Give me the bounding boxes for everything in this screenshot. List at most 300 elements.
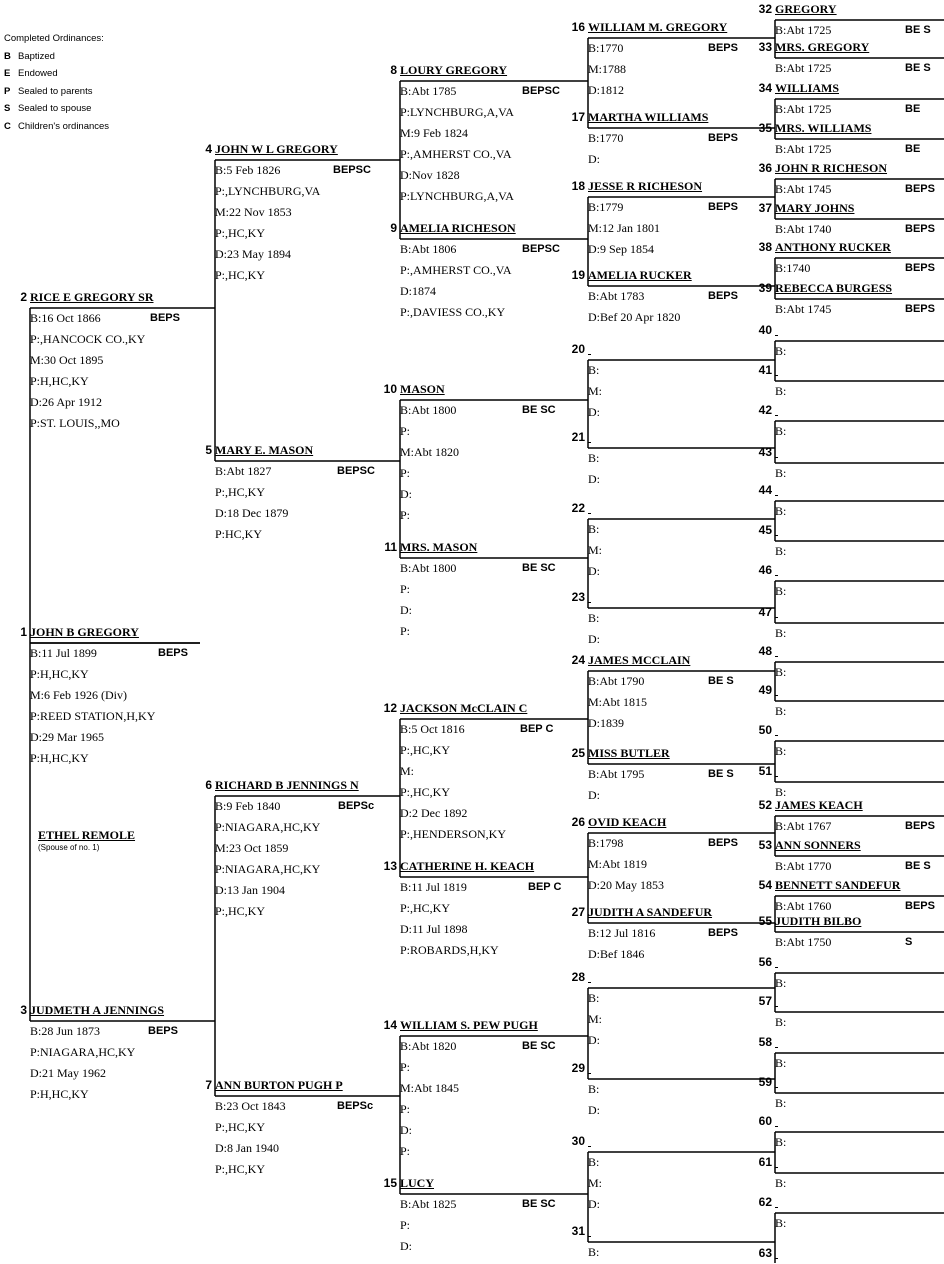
ancestor-fact: P:NIAGARA,HC,KY [215, 820, 321, 834]
ordinance-codes: BEPS [905, 820, 935, 832]
ancestor-number: 50 [758, 723, 772, 737]
ordinance-codes: BEPSc [338, 800, 375, 812]
legend-item: E Endowed [4, 68, 58, 79]
ancestor-name [775, 720, 944, 741]
ancestor-name: AMELIA RICHESON [400, 221, 516, 235]
ancestor-fact: D:26 Apr 1912 [30, 395, 102, 409]
ancestor-fact: B:Abt 1783 [588, 289, 645, 303]
ancestor-name [775, 1192, 944, 1213]
ancestor-fact: D: [588, 472, 600, 486]
ordinance-codes: BE S [905, 24, 931, 36]
ancestor-name: WILLIAMS [775, 81, 840, 95]
ancestor-name [588, 1058, 773, 1079]
ordinance-codes: BE S [905, 62, 931, 74]
ancestor-fact: B:Abt 1820 [400, 1039, 457, 1053]
ordinance-codes: BE S [708, 675, 734, 687]
ancestor-number: 14 [383, 1018, 397, 1032]
ancestor-42 [758, 400, 944, 442]
ancestor-fact: B:11 Jul 1899 [30, 646, 97, 660]
ordinance-codes: BEPS [905, 183, 935, 195]
ancestor-fact: B:Abt 1725 [775, 23, 832, 37]
ancestor-name: JOHN W L GREGORY [215, 142, 338, 156]
ancestor-name [775, 320, 944, 341]
ancestor-fact: B:12 Jul 1816 [588, 926, 656, 940]
ancestor-41 [758, 360, 944, 402]
ancestor-56 [758, 952, 944, 994]
ancestor-fact: D:Bef 1846 [588, 947, 645, 961]
ordinance-codes: BEPSC [522, 85, 560, 97]
spouse-note: (Spouse of no. 1) [38, 843, 100, 852]
ancestor-20 [571, 339, 773, 423]
ancestor-number: 36 [758, 161, 772, 175]
ancestor-fact: D:1839 [588, 716, 624, 730]
ancestor-name: ANN BURTON PUGH P [215, 1078, 343, 1092]
ancestor-27 [571, 902, 773, 965]
ancestor-3 [20, 1000, 215, 1105]
ancestor-number: 47 [758, 605, 772, 619]
ancestor-name [588, 1131, 773, 1152]
ancestor-fact: B: [775, 466, 787, 480]
ancestor-fact: B:16 Oct 1866 [30, 311, 101, 325]
ancestor-number: 8 [390, 63, 397, 77]
ancestor-37 [758, 198, 944, 240]
ordinance-codes: BEPSC [333, 164, 371, 176]
ancestor-fact: B:1798 [588, 836, 624, 850]
ancestor-fact: D:1874 [400, 284, 436, 298]
ancestor-name: JAMES KEACH [775, 798, 863, 812]
ancestor-fact: B: [588, 451, 600, 465]
ancestor-17 [571, 107, 773, 170]
ordinance-codes: BEPS [708, 132, 738, 144]
ancestor-number: 46 [758, 563, 772, 577]
ancestor-fact: B:1779 [588, 200, 624, 214]
ancestor-fact: P: [400, 624, 411, 638]
ancestor-fact: B: [775, 1216, 787, 1230]
ancestor-name: LUCY [400, 1176, 435, 1190]
ancestor-fact: M: [588, 1176, 603, 1190]
legend-title: Completed Ordinances: [4, 33, 104, 44]
ancestor-fact: B:Abt 1750 [775, 935, 832, 949]
ancestor-name [775, 761, 944, 782]
ancestor-fact: P:HC,KY [215, 527, 263, 541]
ordinance-codes: S [905, 936, 913, 948]
ancestor-name: RICE E GREGORY SR [30, 290, 154, 304]
ordinance-codes: BEPS [708, 201, 738, 213]
ancestor-name [775, 520, 944, 541]
ancestor-fact: B: [775, 1015, 787, 1029]
ancestor-number: 42 [758, 403, 772, 417]
ancestor-53 [758, 835, 944, 877]
ancestor-25 [571, 743, 773, 806]
ancestor-4 [205, 139, 385, 286]
ancestor-fact: P:H,HC,KY [30, 1087, 89, 1101]
ancestor-fact: P:NIAGARA,HC,KY [30, 1045, 136, 1059]
ancestor-name [588, 427, 773, 448]
ancestor-number: 62 [758, 1195, 772, 1209]
ancestor-fact: D: [400, 1239, 412, 1253]
ancestor-8 [390, 60, 585, 207]
ancestor-31 [571, 1221, 773, 1263]
ancestor-number: 49 [758, 683, 772, 697]
ancestor-50 [758, 720, 944, 762]
ancestor-30 [571, 1131, 773, 1215]
ancestor-fact: P:,HANCOCK CO.,KY [30, 332, 146, 346]
ancestor-name [775, 991, 944, 1012]
ancestor-60 [758, 1111, 944, 1153]
ancestor-fact: P:,HC,KY [400, 901, 451, 915]
ancestor-number: 29 [571, 1061, 585, 1075]
ancestor-fact: D:29 Mar 1965 [30, 730, 104, 744]
ancestor-number: 37 [758, 201, 772, 215]
ancestor-15 [383, 1173, 585, 1257]
ancestor-number: 59 [758, 1075, 772, 1089]
ancestor-52 [758, 795, 944, 837]
legend-item: C Children's ordinances [4, 120, 110, 132]
ancestor-name: RICHARD B JENNINGS N [215, 778, 359, 792]
ancestor-name: OVID KEACH [588, 815, 667, 829]
ancestor-name: REBECCA BURGESS [775, 281, 893, 295]
ancestor-name: BENNETT SANDEFUR [775, 878, 901, 892]
ancestor-23 [571, 587, 773, 650]
ancestor-43 [758, 442, 944, 484]
ancestor-fact: B: [775, 1176, 787, 1190]
ancestor-fact: B:5 Feb 1826 [215, 163, 281, 177]
ordinance-codes: BEPSC [337, 465, 375, 477]
ancestor-number: 30 [571, 1134, 585, 1148]
ancestor-fact: D:18 Dec 1879 [215, 506, 289, 520]
ancestor-number: 3 [20, 1003, 27, 1017]
ancestor-number: 23 [571, 590, 585, 604]
ancestor-fact: P:,HC,KY [400, 785, 451, 799]
ancestor-fact: M: [588, 1012, 603, 1026]
ancestor-fact: P:,HC,KY [215, 485, 266, 499]
ancestor-62 [758, 1192, 944, 1234]
ancestor-fact: B: [775, 665, 787, 679]
ancestor-fact: P:,HC,KY [215, 268, 266, 282]
ancestor-number: 19 [571, 268, 585, 282]
ancestor-number: 60 [758, 1114, 772, 1128]
ancestor-fact: B:Abt 1800 [400, 403, 457, 417]
ancestor-33 [758, 37, 944, 79]
ancestor-fact: D:13 Jan 1904 [215, 883, 285, 897]
ancestor-fact: P:,HC,KY [215, 904, 266, 918]
ancestor-name [775, 480, 944, 501]
ordinance-codes: BE [905, 103, 921, 115]
ancestor-fact: P:H,HC,KY [30, 374, 89, 388]
ancestor-name [775, 360, 944, 381]
ancestor-number: 13 [383, 859, 397, 873]
ancestor-number: 38 [758, 240, 772, 254]
ancestor-fact: P:,HC,KY [400, 743, 451, 757]
ancestor-fact: M: [588, 543, 603, 557]
ancestor-fact: M: [400, 764, 415, 778]
ancestor-number: 61 [758, 1155, 772, 1169]
ancestor-number: 1 [20, 625, 27, 639]
ancestor-name: MRS. MASON [400, 540, 478, 554]
ancestor-63 [758, 1243, 944, 1264]
ancestor-name: CATHERINE H. KEACH [400, 859, 535, 873]
ordinance-codes: BEPSC [522, 243, 560, 255]
ordinance-codes: BEPS [905, 900, 935, 912]
ancestor-number: 26 [571, 815, 585, 829]
ancestor-number: 41 [758, 363, 772, 377]
ancestor-number: 5 [205, 443, 212, 457]
ancestor-fact: B: [775, 584, 787, 598]
ancestor-fact: B: [588, 611, 600, 625]
ancestor-fact: P:,HC,KY [215, 1162, 266, 1176]
ancestor-32 [758, 0, 944, 41]
ancestor-number: 4 [205, 142, 212, 156]
ancestor-fact: D:1812 [588, 83, 624, 97]
ancestor-name: GREGORY [775, 2, 837, 16]
ancestor-18 [571, 176, 773, 260]
ancestor-name: LOURY GREGORY [400, 63, 508, 77]
ancestor-29 [571, 1058, 773, 1121]
ancestor-fact: D: [588, 564, 600, 578]
ancestor-fact: P:,HENDERSON,KY [400, 827, 507, 841]
ancestor-name [775, 680, 944, 701]
ancestor-fact: M:23 Oct 1859 [215, 841, 289, 855]
ancestor-fact: B:Abt 1745 [775, 182, 832, 196]
ancestor-fact: B: [775, 344, 787, 358]
ancestor-fact: D:11 Jul 1898 [400, 922, 468, 936]
ancestor-fact: D: [588, 632, 600, 646]
ancestor-number: 21 [571, 430, 585, 444]
ancestor-name [588, 339, 773, 360]
ancestor-fact: B:23 Oct 1843 [215, 1099, 286, 1113]
ancestor-28 [571, 967, 773, 1051]
ancestor-fact: M:30 Oct 1895 [30, 353, 104, 367]
ancestor-fact: D:Bef 20 Apr 1820 [588, 310, 681, 324]
ancestor-number: 58 [758, 1035, 772, 1049]
ancestor-fact: M:22 Nov 1853 [215, 205, 292, 219]
ancestor-36 [758, 158, 944, 200]
ancestor-fact: B: [775, 424, 787, 438]
ancestor-fact: P:,LYNCHBURG,VA [215, 184, 321, 198]
ancestor-fact: D: [588, 1033, 600, 1047]
ancestor-name: MRS. WILLIAMS [775, 121, 872, 135]
ancestor-name: JACKSON McCLAIN C [400, 701, 528, 715]
ancestor-number: 16 [571, 20, 585, 34]
ancestor-22 [571, 498, 773, 582]
ordinance-codes: BE S [708, 768, 734, 780]
ancestor-14 [383, 1015, 585, 1162]
legend-item: B Baptized [4, 50, 55, 62]
ancestor-number: 17 [571, 110, 585, 124]
ancestor-name: AMELIA RUCKER [588, 268, 692, 282]
ancestor-number: 11 [384, 540, 397, 554]
ancestor-name [775, 602, 944, 623]
ancestor-fact: P: [400, 1102, 411, 1116]
ancestor-number: 31 [571, 1224, 585, 1238]
ancestor-number: 27 [571, 905, 585, 919]
ancestor-fact: D: [400, 1123, 412, 1137]
ancestor-fact: B:1770 [588, 131, 624, 145]
ancestor-fact: B:Abt 1785 [400, 84, 457, 98]
ancestor-fact: B: [588, 522, 600, 536]
ancestor-7 [205, 1075, 385, 1180]
ancestor-fact: P:H,HC,KY [30, 667, 89, 681]
ancestor-fact: B: [588, 1082, 600, 1096]
ancestor-fact: B: [775, 1096, 787, 1110]
ancestor-44 [758, 480, 944, 522]
ancestor-fact: P:,AMHERST CO.,VA [400, 147, 512, 161]
ancestor-fact: P: [400, 582, 411, 596]
ancestor-name: JUDMETH A JENNINGS [30, 1003, 165, 1017]
ancestor-name [775, 1072, 944, 1093]
ancestor-number: 45 [758, 523, 772, 537]
ancestor-fact: D: [588, 405, 600, 419]
ancestor-46 [758, 560, 944, 602]
ancestor-fact: D: [400, 487, 412, 501]
ancestor-fact: P: [400, 466, 411, 480]
ancestor-name: MISS BUTLER [588, 746, 670, 760]
ordinance-codes: BE SC [522, 562, 556, 574]
ancestor-fact: P:ST. LOUIS,,MO [30, 416, 120, 430]
ancestor-number: 12 [383, 701, 397, 715]
ancestor-name [775, 1152, 944, 1173]
ancestor-fact: B: [775, 504, 787, 518]
ancestor-55 [758, 911, 944, 953]
ancestor-24 [571, 650, 773, 734]
ancestor-fact: M:Abt 1819 [588, 857, 648, 871]
ancestor-fact: B:Abt 1800 [400, 561, 457, 575]
ancestor-fact: B:Abt 1795 [588, 767, 645, 781]
ancestor-name: MARY JOHNS [775, 201, 855, 215]
ancestor-fact: B:1770 [588, 41, 624, 55]
ancestor-fact: B: [588, 1245, 600, 1259]
ancestor-fact: D:Nov 1828 [400, 168, 460, 182]
ancestor-name [775, 1111, 944, 1132]
legend-item: P Sealed to parents [4, 85, 93, 97]
ancestor-fact: M:1788 [588, 62, 627, 76]
ancestor-fact: B:Abt 1725 [775, 142, 832, 156]
ancestor-fact: P:NIAGARA,HC,KY [215, 862, 321, 876]
ancestor-fact: D:9 Sep 1854 [588, 242, 654, 256]
ancestor-name [775, 1032, 944, 1053]
ancestor-fact: B:Abt 1745 [775, 302, 832, 316]
ancestor-40 [758, 320, 944, 362]
ancestor-number: 63 [758, 1246, 772, 1260]
ancestor-fact: M:12 Jan 1801 [588, 221, 660, 235]
ancestor-fact: M:6 Feb 1926 (Div) [30, 688, 127, 702]
ancestor-number: 52 [758, 798, 772, 812]
ancestor-number: 55 [758, 914, 772, 928]
ancestor-10 [383, 379, 585, 526]
ordinance-codes: BEPS [905, 303, 935, 315]
ancestor-fact: B: [775, 1056, 787, 1070]
ordinance-codes: BEPS [905, 262, 935, 274]
ancestor-number: 34 [758, 81, 772, 95]
ancestor-35 [758, 118, 944, 160]
ancestor-5 [205, 440, 385, 545]
ancestor-fact: B:Abt 1725 [775, 61, 832, 75]
ancestor-fact: P:,HC,KY [215, 1120, 266, 1134]
ancestor-name [775, 952, 944, 973]
ancestor-fact: D:23 May 1894 [215, 247, 291, 261]
ancestor-number: 32 [758, 2, 772, 16]
ancestor-48 [758, 641, 944, 683]
ancestor-38 [758, 237, 944, 279]
ancestor-number: 28 [571, 970, 585, 984]
ancestor-number: 22 [571, 501, 585, 515]
ancestor-fact: M:Abt 1845 [400, 1081, 460, 1095]
ordinance-codes: BE SC [522, 1040, 556, 1052]
ancestor-39 [758, 278, 944, 320]
ancestor-fact: B:28 Jun 1873 [30, 1024, 101, 1038]
ancestor-26 [571, 812, 773, 896]
ancestor-number: 6 [205, 778, 212, 792]
ancestor-name: JUDITH BILBO [775, 914, 862, 928]
ancestor-name [588, 498, 773, 519]
ancestor-number: 9 [390, 221, 397, 235]
ancestor-name [588, 1221, 773, 1242]
ancestor-number: 56 [758, 955, 772, 969]
ordinance-codes: BEPSc [337, 1100, 374, 1112]
ancestor-11 [384, 537, 585, 642]
ancestor-fact: B:Abt 1760 [775, 899, 832, 913]
ancestor-2 [20, 287, 215, 434]
ancestor-fact: P: [400, 1060, 411, 1074]
ancestor-fact: B: [775, 785, 787, 799]
ancestor-number: 20 [571, 342, 585, 356]
ancestor-name: ANN SONNERS [775, 838, 861, 852]
ancestor-fact: D: [588, 788, 600, 802]
ancestor-fact: M:Abt 1815 [588, 695, 648, 709]
ancestor-fact: P:ROBARDS,H,KY [400, 943, 499, 957]
ancestor-number: 15 [383, 1176, 397, 1190]
ordinance-codes: BEPS [150, 312, 180, 324]
ancestor-21 [571, 427, 773, 490]
ancestor-name: MASON [400, 382, 445, 396]
ancestor-fact: D: [588, 1197, 600, 1211]
ancestor-19 [571, 265, 773, 328]
ancestor-name [775, 641, 944, 662]
ancestor-number: 7 [205, 1078, 212, 1092]
ancestor-fact: B: [588, 991, 600, 1005]
ancestor-number: 39 [758, 281, 772, 295]
ancestor-fact: B: [588, 363, 600, 377]
ancestor-name: JUDITH A SANDEFUR [588, 905, 713, 919]
ancestor-fact: D:8 Jan 1940 [215, 1141, 279, 1155]
ancestor-fact: P: [400, 424, 411, 438]
ancestor-fact: P:LYNCHBURG,A,VA [400, 105, 514, 119]
ancestor-number: 43 [758, 445, 772, 459]
ancestor-number: 35 [758, 121, 772, 135]
ancestor-number: 18 [571, 179, 585, 193]
ancestor-fact: D:21 May 1962 [30, 1066, 106, 1080]
ancestor-name: MRS. GREGORY [775, 40, 870, 54]
ancestor-16 [571, 17, 773, 101]
legend-item: S Sealed to spouse [4, 103, 92, 114]
ancestor-fact: D:20 May 1853 [588, 878, 664, 892]
ancestor-fact: D: [588, 152, 600, 166]
ancestor-number: 57 [758, 994, 772, 1008]
ordinance-codes: BEPS [708, 927, 738, 939]
ancestor-fact: P: [400, 1218, 411, 1232]
ancestor-name: JAMES MCCLAIN [588, 653, 691, 667]
ancestor-fact: P:REED STATION,H,KY [30, 709, 156, 723]
ancestor-name: MARY E. MASON [215, 443, 314, 457]
ancestor-45 [758, 520, 944, 562]
ancestor-name: WILLIAM S. PEW PUGH [400, 1018, 538, 1032]
ordinance-codes: BE S [905, 860, 931, 872]
ordinance-codes: BEP C [520, 723, 554, 735]
ancestor-number: 25 [571, 746, 585, 760]
ancestor-fact: B: [775, 544, 787, 558]
ancestor-49 [758, 680, 944, 722]
ancestor-name: WILLIAM M. GREGORY [588, 20, 728, 34]
